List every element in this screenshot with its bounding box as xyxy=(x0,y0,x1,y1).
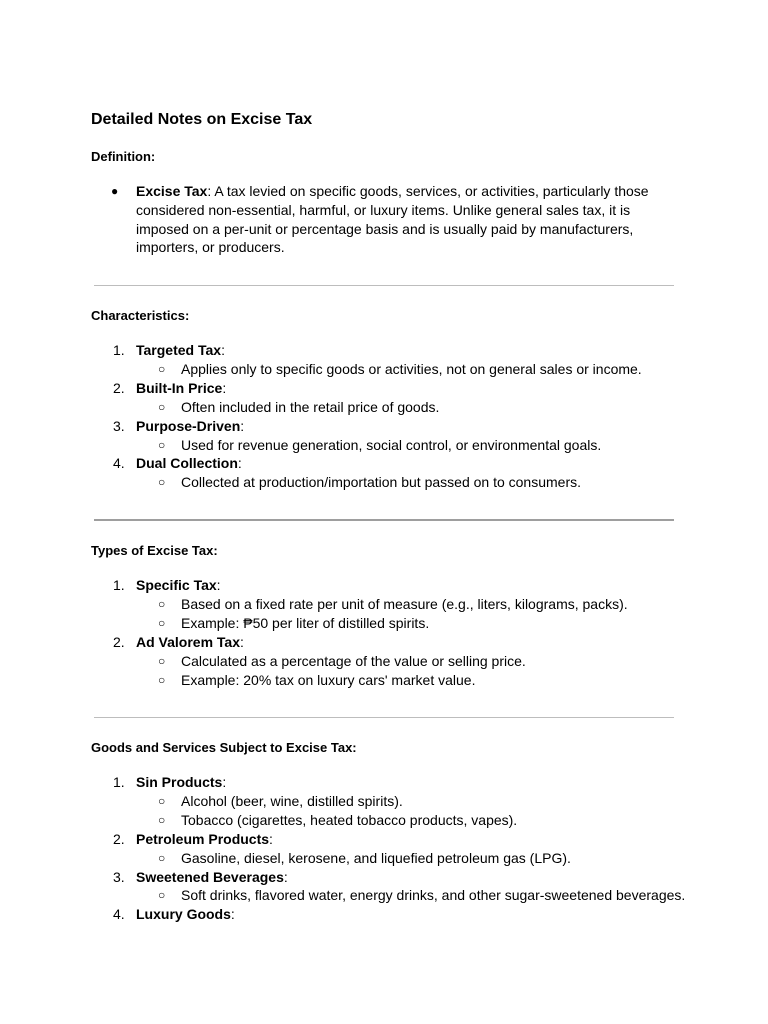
divider xyxy=(94,285,674,286)
sub-bullet-icon: ○ xyxy=(158,793,166,808)
sub-bullet-icon: ○ xyxy=(158,437,166,452)
sub-list-item: Often included in the retail price of goods. xyxy=(181,398,440,415)
list-number: 2. xyxy=(113,830,125,847)
sub-list-item: Based on a fixed rate per unit of measure (e.g., liters, kilograms, packs). xyxy=(181,595,628,612)
definition-line-4: importers, or producers. xyxy=(136,239,285,255)
sub-bullet-icon: ○ xyxy=(158,653,166,668)
list-number: 1. xyxy=(113,342,125,358)
characteristics-heading: Characteristics: xyxy=(91,308,190,323)
list-number: 2. xyxy=(113,633,125,650)
sub-list-item: Alcohol (beer, wine, distilled spirits). xyxy=(181,792,403,809)
list-item: Sweetened Beverages: xyxy=(136,868,288,885)
list-item-term: Sin Products xyxy=(136,774,223,790)
sub-bullet-icon: ○ xyxy=(158,850,166,865)
list-item-term: Purpose-Driven xyxy=(136,417,241,434)
sub-bullet-icon: ○ xyxy=(158,672,166,687)
sub-list-item: Example: ₱50 per liter of distilled spirits. xyxy=(181,614,430,631)
list-number: 2. xyxy=(113,379,125,396)
list-item-term: Specific Tax xyxy=(136,577,217,593)
definition-line-2: considered non-essential, harmful, or luxury items. Unlike general sales tax, it is xyxy=(136,202,631,218)
list-item-term: Targeted Tax xyxy=(136,342,222,358)
list-item-term: Luxury Goods xyxy=(136,906,231,923)
page-title: Detailed Notes on Excise Tax xyxy=(91,111,313,128)
sub-bullet-icon: ○ xyxy=(158,615,166,630)
definition-line-1: Excise Tax: A tax levied on specific goods, services, or activities, particularly those xyxy=(136,183,649,199)
bullet-icon: ● xyxy=(111,184,119,198)
goods-heading: Goods and Services Subject to Excise Tax: xyxy=(91,740,357,755)
list-item-term: Ad Valorem Tax xyxy=(136,633,241,650)
list-item: Built-In Price: xyxy=(136,379,227,396)
sub-list-item: Calculated as a percentage of the value or selling price. xyxy=(181,652,526,669)
list-number: 3. xyxy=(113,417,125,434)
definition-line-3: imposed on a per-unit or percentage basis and is usually paid by manufacturers, xyxy=(136,221,634,237)
sub-list-item: Applies only to specific goods or activities, not on general sales or income. xyxy=(181,360,642,377)
list-item: Ad Valorem Tax: xyxy=(136,633,244,650)
sub-bullet-icon: ○ xyxy=(158,888,166,903)
sub-bullet-icon: ○ xyxy=(158,812,166,827)
list-number: 3. xyxy=(113,868,125,885)
list-item: Purpose-Driven: xyxy=(136,417,245,434)
list-item: Specific Tax: xyxy=(136,577,221,593)
list-item-term: Petroleum Products xyxy=(136,830,270,847)
sub-bullet-icon: ○ xyxy=(158,475,166,490)
list-item: Sin Products: xyxy=(136,774,227,790)
list-item: Dual Collection: xyxy=(136,455,242,472)
list-number: 4. xyxy=(113,906,125,923)
sub-list-item: Used for revenue generation, social control, or environmental goals. xyxy=(181,436,602,453)
sub-list-item: Gasoline, diesel, kerosene, and liquefied petroleum gas (LPG). xyxy=(181,849,571,866)
list-number: 4. xyxy=(113,455,125,472)
sub-list-item: Collected at production/importation but passed on to consumers. xyxy=(181,474,582,491)
sub-list-item: Soft drinks, flavored water, energy drinks, and other sugar-sweetened beverages. xyxy=(181,887,686,904)
definition-heading: Definition: xyxy=(91,149,156,164)
sub-bullet-icon: ○ xyxy=(158,361,166,376)
list-item: Petroleum Products: xyxy=(136,830,273,847)
list-item-term: Built-In Price xyxy=(136,379,223,396)
types-heading: Types of Excise Tax: xyxy=(91,543,218,558)
sub-list-item: Example: 20% tax on luxury cars' market value. xyxy=(181,671,476,688)
list-item: Targeted Tax: xyxy=(136,342,225,358)
list-item-term: Sweetened Beverages xyxy=(136,868,284,885)
list-item-term: Dual Collection xyxy=(136,455,238,472)
list-number: 1. xyxy=(113,577,125,593)
sub-list-item: Tobacco (cigarettes, heated tobacco products, vapes). xyxy=(181,811,518,828)
list-number: 1. xyxy=(113,774,125,790)
divider xyxy=(94,717,674,718)
sub-bullet-icon: ○ xyxy=(158,596,166,611)
divider xyxy=(94,519,674,521)
sub-bullet-icon: ○ xyxy=(158,399,166,414)
list-item: Luxury Goods: xyxy=(136,906,235,923)
